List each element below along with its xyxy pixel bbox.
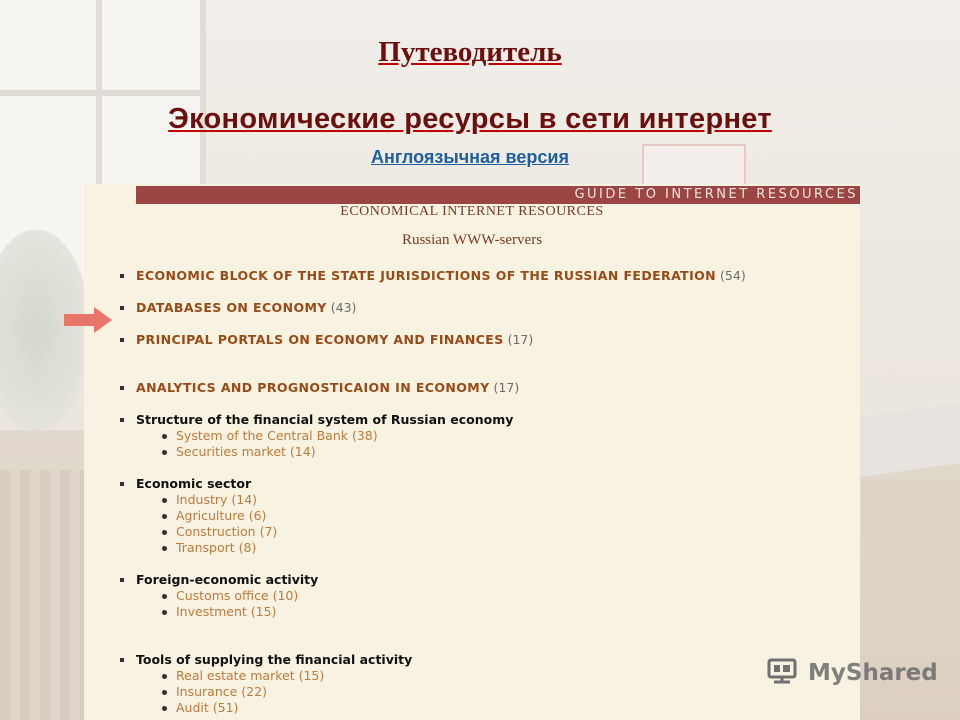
sub-link-central-bank[interactable] — [160, 428, 854, 444]
list-item — [114, 268, 854, 284]
sub-link-customs[interactable] — [160, 588, 854, 604]
sub-link-insurance[interactable] — [160, 684, 854, 700]
section-foreign-economic — [114, 572, 854, 620]
list-item — [114, 380, 854, 396]
sub-link-audit[interactable] — [160, 700, 854, 716]
section-title: Tools of supplying the financial activity — [136, 652, 413, 667]
english-version-link[interactable]: Англоязычная версия — [371, 147, 569, 167]
square-bullet-icon — [120, 386, 124, 390]
sub-link-construction[interactable] — [160, 524, 854, 540]
category-count: (43) — [330, 300, 357, 315]
category-count: (17) — [493, 380, 520, 395]
round-bullet-icon — [162, 450, 167, 455]
category-count: (17) — [507, 332, 534, 347]
round-bullet-icon — [162, 530, 167, 535]
category-link-portals[interactable]: PRINCIPAL PORTALS ON ECONOMY AND FINANCES — [136, 332, 504, 347]
sub-link-securities[interactable] — [160, 444, 854, 460]
category-count: (54) — [720, 268, 746, 283]
arrow-right-icon — [64, 307, 112, 333]
section-title: Foreign-economic activity — [136, 572, 319, 587]
square-bullet-icon — [120, 338, 124, 342]
sub-link-label: Construction (7) — [176, 524, 278, 539]
sub-link-real-estate[interactable] — [160, 668, 854, 684]
sub-link-label: Industry (14) — [176, 492, 258, 507]
sub-list — [136, 588, 854, 620]
sub-link-transport[interactable] — [160, 540, 854, 556]
slide-title: Путеводитель — [378, 36, 562, 68]
round-bullet-icon — [162, 434, 167, 439]
window-frame-horizontal — [0, 90, 200, 96]
site-banner: GUIDE TO INTERNET RESOURCES — [136, 186, 860, 204]
sub-list — [136, 668, 854, 716]
square-bullet-icon — [120, 658, 124, 662]
sub-link-label: Insurance (22) — [176, 684, 267, 699]
category-link-databases[interactable]: DATABASES ON ECONOMY — [136, 300, 327, 315]
round-bullet-icon — [162, 546, 167, 551]
desk-left — [0, 470, 84, 720]
square-bullet-icon — [120, 418, 124, 422]
sub-list — [136, 428, 854, 460]
section-title: Economic sector — [136, 476, 252, 491]
sub-link-agriculture[interactable] — [160, 508, 854, 524]
square-bullet-icon — [120, 482, 124, 486]
sub-link-label: Securities market (14) — [176, 444, 316, 459]
section-financial-tools — [114, 652, 854, 716]
myshared-logo-icon — [766, 656, 802, 690]
sub-link-label: Real estate market (15) — [176, 668, 325, 683]
list-item — [114, 332, 854, 348]
list-item — [114, 300, 854, 316]
embedded-webpage — [84, 184, 860, 720]
desk-right — [862, 480, 960, 630]
section-economic-sector — [114, 476, 854, 556]
sub-list — [136, 492, 854, 556]
sub-link-label: Agriculture (6) — [176, 508, 267, 523]
square-bullet-icon — [120, 274, 124, 278]
round-bullet-icon — [162, 610, 167, 615]
sub-link-industry[interactable] — [160, 492, 854, 508]
section-financial-structure — [114, 412, 854, 460]
category-link-analytics[interactable]: ANALYTICS AND PROGNOSTICAION IN ECONOMY — [136, 380, 490, 395]
site-heading: ECONOMICAL INTERNET RESOURCES — [340, 204, 604, 219]
watermark-text: MyShared — [808, 660, 938, 686]
round-bullet-icon — [162, 514, 167, 519]
myshared-watermark — [766, 656, 938, 690]
sub-link-label: Investment (15) — [176, 604, 277, 619]
section-title: Structure of the financial system of Russian economy — [136, 412, 514, 427]
round-bullet-icon — [162, 690, 167, 695]
banner-left-strip — [84, 184, 136, 204]
sub-link-label: Customs office (10) — [176, 588, 299, 603]
round-bullet-icon — [162, 594, 167, 599]
round-bullet-icon — [162, 706, 167, 711]
arrow-shape — [64, 307, 112, 333]
sub-link-investment[interactable] — [160, 604, 854, 620]
sub-link-label: Transport (8) — [176, 540, 257, 555]
sub-link-label: System of the Central Bank (38) — [176, 428, 378, 443]
square-bullet-icon — [120, 306, 124, 310]
round-bullet-icon — [162, 498, 167, 503]
slide-subtitle: Экономические ресурсы в сети интернет — [168, 103, 772, 135]
round-bullet-icon — [162, 674, 167, 679]
square-bullet-icon — [120, 578, 124, 582]
category-link-economic-block[interactable]: ECONOMIC BLOCK OF THE STATE JURISDICTIONS OF THE RUSSIAN FEDERATION — [136, 268, 717, 283]
sub-link-label: Audit (51) — [176, 700, 239, 715]
site-subheading: Russian WWW-servers — [401, 232, 543, 248]
category-list — [114, 268, 854, 716]
